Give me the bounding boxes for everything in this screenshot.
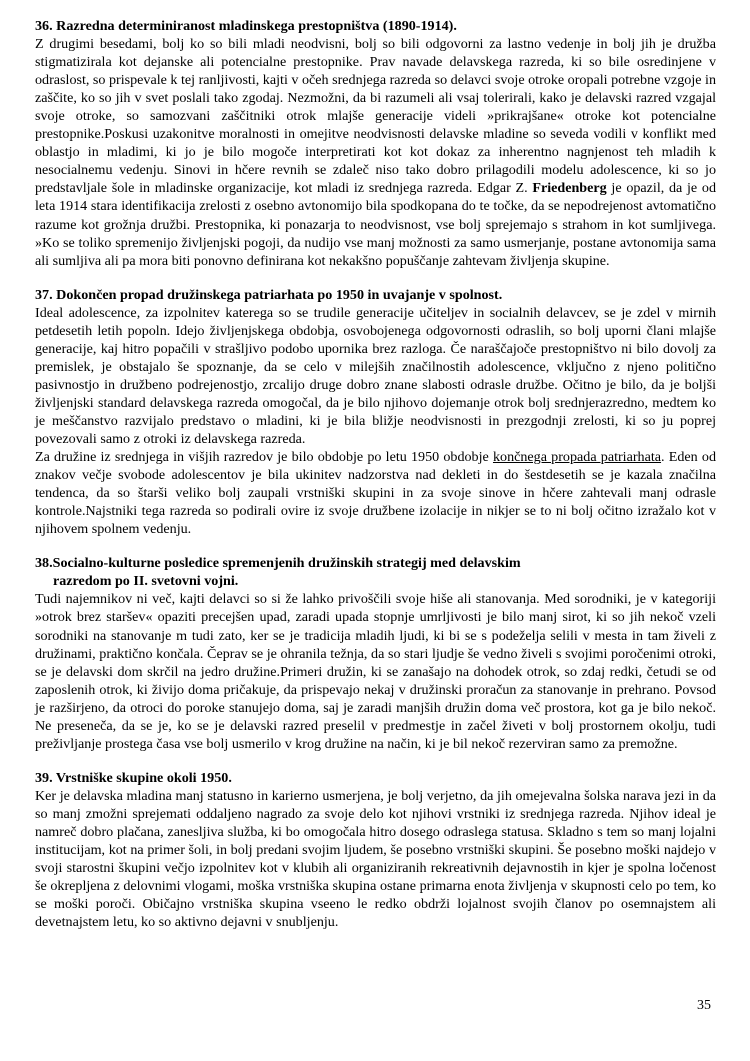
section-36	[35, 17, 716, 270]
section-paragraph: Ideal adolescence, za izpolnitev katerega so se trudile generacije učiteljev in socialnih delavcev, se je zdel v mirnih petdesetih letih popoln. Idejo življenjskega obdobja, osvobojenega odgovornosti odraslih, so bolj uporni člani mlajše generacije, kaj hitro popačili v strašljivo podobo upornika brez razloga. Če naraščajoče prestopništvo ni bilo dovolj za premislek, je obstajalo še spoznanje, da se celo v milejših značilnostih adolescence, vključno z njeno politično pasivnostjo in družbeno podrejenostjo, zrcalijo druge dobro znane slabosti odrasle družbe. Očitno je bilo, da je boljši življenjski standard delavskega razreda omogočal, da je bilo njihovo dojemanje otrok bolj srednjerazredno, medtem ko je meščanstvo razvijalo predstavo o mladini, ki je bila bližje neodvisnosti in prezgodnji zrelosti, ki so ju poprej povezovali samo z otroki iz delavskega razreda.	[35, 304, 716, 448]
section-paragraph: Ker je delavska mladina manj statusno in karierno usmerjena, je bolj verjetno, da jih omejevalna šolska narava jezi in da so manj zmožni sprejemati oddaljeno nagrado za svoje delo kot njihovi vrstniki iz srednjega razreda. Njihov ideal je namreč dobro plačana, zanesljiva služba, ki bo omogočala hitro dosego odraslega statusa. Skladno s tem so manj lojalni institucijam, kot na primer šoli, in bolj predani svojim ljudem, še posebno vrstniški skupini. Še posebno moški najdejo v svoji starostni škupini večjo izpolnitev kot v klubih ali organiziranih rekreativnih dejavnostih in kjer je spolna ločenost še okrepljena z delovnimi vlogami, moška vrstniška skupina ostane primarna enota življenja v skupnosti celo po tem, ko se moški poroči. Običajno vrstniška skupina vseeno le redko obdrži lojalnost svojih članov po osemnajstem ali devetnajstem letu, ko so aktivno dejavni v snubljenju.	[35, 787, 716, 931]
section-heading: 37. Dokončen propad družinskega patriarhata po 1950 in uvajanje v spolnost.	[35, 286, 503, 303]
section-heading	[35, 554, 716, 590]
section-paragraph: Tudi najemnikov ni več, kajti delavci so si že lahko privoščili svoje hiše ali stanovanja. Med sorodniki, je v kategoriji »otrok brez staršev« opaziti precejšen upad, zaradi upada stopnje umrljivosti je bilo manj sirot, ki so jih nekoč vzeli sorodniki na stanovanje m tudi zato, ker se je tradicija mladih ljudi, ki bi se s podeželja selili v mesta in tam živeli z družinami, praktično končala. Čeprav se je ohranila težnja, da so stari ljudje še vedno živeli s svojimi poročenimi otroki, se je delavski dom skrčil na jedro družine.Primeri družin, ki se zanašajo na dohodek otrok, so zdaj redki, četudi se od zaposlenih otrok, ki živijo doma pričakuje, da prispevajo nekaj v družinski proračun za stanovanje in prehrano. Povsod je razširjeno, da otroci do poroke stanujejo doma, saj je zaradi manjših družin doma več prostora, kot ga je bilo nekoč. Ne preseneča, da se je, ko se je delavski razred preselil v predmestje in začel živeti v bolj prostornem okolju, tudi preživljanje prostega časa vse bolj usmerilo v krog družine na način, ki je bil nekoč rezerviran samo za premožne.	[35, 591, 716, 752]
section-39	[35, 769, 716, 931]
underlined-phrase: končnega propada patriarhata	[492, 449, 662, 466]
section-paragraph	[35, 448, 716, 538]
heading-line-2: razredom po II. svetovni vojni.	[53, 573, 239, 590]
bold-name: Friedenberg	[532, 180, 607, 197]
page-number: 35	[697, 998, 711, 1013]
paragraph-text: . Eden od znakov večje svobode adolescentov je bila ukinitev nadzorstva nad dekleti in do šestdesetih se je kazala značilna tendenca, da so štarši veliko bolj zaupali vrstniški skupini in za svoje sinove in hčere zahtevali manj odrasle kontrole.Najstniki tega razreda so podirali ovire iz svoje družbene izolacije in nikjer se to ni bolj očitno izražalo kot v njihovem spolnem vedenju.	[35, 449, 717, 538]
document-page	[35, 17, 716, 947]
paragraph-text: Z drugimi besedami, bolj ko so bili mladi neodvisni, bolj so bili odgovorni za lastno vedenje in bolj jih je družba stigmatizirala kot dejanske ali potencialne prestopnike. Prav navade delavskega razreda, ki so bile osredinjene v odraslost, so prispevale k tej ranljivosti, kajti v očeh srednjega razreda so delavci svoje otroke oropali potrebne vzgoje in zaščite, ko so jih v svet poslali tako zgodaj. Nezmožni, da bi razumeli ali vsaj tolerirali, kako je delavski razred vzgajal svoje otroke, so samozvani zaščitniki otrok mlajše generacije videli »prikrajšane« otroke kot potencialne prestopnike.Poskusi uzakonitve moralnosti in omejitve neodvisnosti delavske mladine so seveda vodili v konflikt med oblastjo in mladimi, ki jo je bilo mogoče interpretirati kot kot dokaz za inherentno nagnjenost teh mladih k nesocialnemu vedenju. Sinovi in hčere revnih se zdaleč niso tako dobro prilagodili modelu adolescence, ki so jo predstavljale šole in mladinske organizacije, kot mladi iz srednjega razreda. Edgar Z.	[35, 36, 716, 197]
section-paragraph	[35, 35, 716, 270]
paragraph-text: Za družine iz srednjega in višjih razredov je bilo obdobje po letu 1950 obdobje	[35, 449, 493, 466]
section-heading: 36. Razredna determiniranost mladinskega prestopništva (1890-1914).	[35, 18, 457, 34]
section-37	[35, 286, 716, 539]
section-38	[35, 554, 716, 753]
paragraph-text: je opazil, da je od leta 1914 stara identifikacija zrelosti z osebno avtonomijo bila spodkopana do te točke, da se nepodrejenost avtomatično razume kot grožnja družbi. Prestopnika, ki ponazarja to neodvisnost, vse bolj sprejemajo s strahom in kot sumljivega. »Ko se toliko spremenijo življenjski pogoji, da nudijo vse manj možnosti za samo usmerjanje, postane avtonomija sama ali sumljiva ali pa mora biti ponovno definirana kot nekakšno popuščanje zahtevam življenja skupine.	[35, 180, 716, 269]
heading-line-1: 38.Socialno-kulturne posledice spremenjenih družinskih strategij med delavskim	[35, 555, 521, 572]
section-heading: 39. Vrstniške skupine okoli 1950.	[35, 769, 232, 786]
